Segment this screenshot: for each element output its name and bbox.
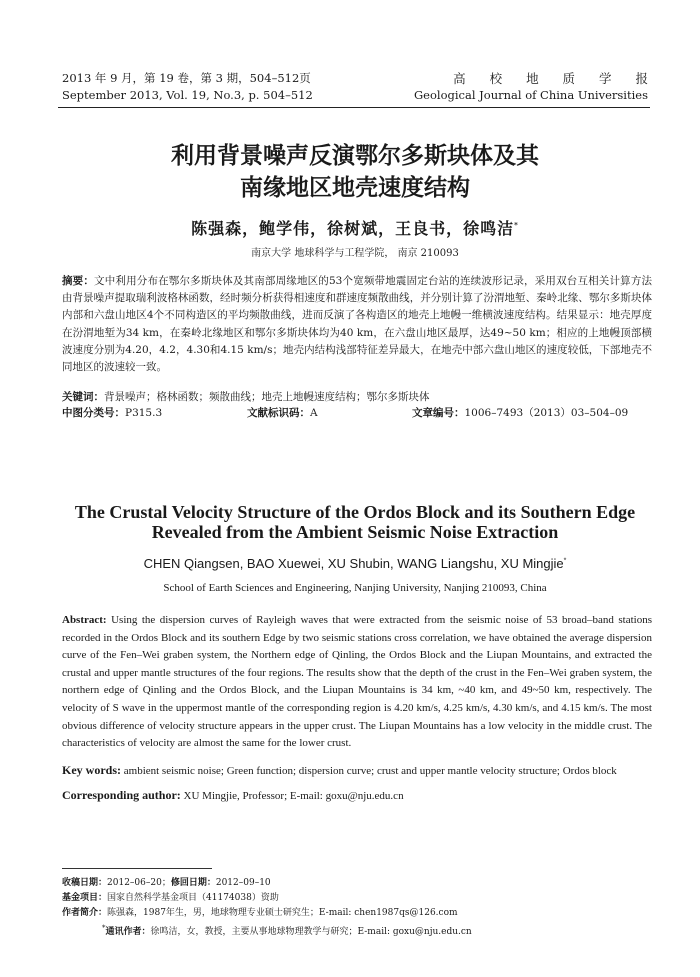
- cn-abstract-text: 文中利用分布在鄂尔多斯块体及其南部周缘地区的53个宽频带地震固定台站的连续波形记录，采用双台互相关计算方法由背景噪声提取瑞利波格林函数，经时频分析获得相速度和群速度频散曲线，并分别计算了汾渭地堑、秦岭北缘、鄂尔多斯块体内部和六盘山地区4个不同构造区的平均频散曲线，进而反演了各构造区的地壳上地幔一维横波速度结构。结果显示：地壳厚度在汾渭地堑为34 km，在秦岭北缘地区和鄂尔多斯块体均为40 km，在六盘山地区最厚，达49~50 km；相应的上地幔顶部横波速度分别为4.20，4.2，4.30和4.15 km/s；地壳内结构浅部特征差异最大，在地壳中部六盘山地区的速度较低，下部地壳不同地区的波速较一致。: [62, 275, 653, 374]
- journal-name-cn: 高 校 地 质 学 报: [453, 71, 658, 86]
- en-author-mark: *: [563, 557, 567, 565]
- fund-text: 国家自然科学基金项目（41174038）资助: [107, 893, 279, 903]
- clc-label: 中图分类号：: [62, 407, 125, 419]
- cn-authors: [60, 216, 650, 239]
- issue-info: [62, 70, 313, 104]
- en-corr-text: XU Mingjie, Professor; E-mail: goxu@nju.edu.cn: [183, 790, 404, 802]
- received-date: 2012–06–20；: [107, 878, 171, 888]
- en-abstract: [62, 612, 652, 753]
- cn-author-list: 陈强森，鲍学伟，徐树斌，王良书，徐鸣洁: [191, 219, 515, 238]
- fund-label: 基金项目：: [62, 893, 108, 903]
- clc-number: [62, 405, 162, 422]
- en-keywords: [62, 763, 652, 778]
- footnote-corresponding: [62, 921, 662, 940]
- issue-cn: 2013 年 9 月，第 19 卷，第 3 期，504–512页: [62, 71, 311, 85]
- cn-keywords: [62, 389, 652, 406]
- en-abstract-label: Abstract:: [62, 614, 107, 626]
- en-title-line2: Revealed from the Ambient Seismic Noise Extraction: [151, 522, 559, 542]
- footnote-rule: [62, 868, 212, 869]
- footnote-dates: [62, 876, 662, 891]
- en-title: [60, 502, 650, 542]
- article-label: 文章编号：: [412, 407, 465, 419]
- cn-title-line2: 南缘地区地壳速度结构: [240, 175, 470, 201]
- corr-mark: *: [102, 924, 106, 932]
- cn-abstract: [62, 273, 652, 376]
- author-bio-label: 作者简介：: [62, 908, 108, 918]
- doc-label: 文献标识码：: [247, 407, 310, 419]
- cn-affiliation: 南京大学 地球科学与工程学院， 南京 210093: [251, 248, 459, 259]
- en-keywords-text: ambient seismic noise; Green function; dispersion curve; crust and upper mantle velocity structure; Ordos block: [123, 765, 617, 777]
- corr-text: 徐鸣洁，女，教授，主要从事地球物理教学与研究；E-mail: goxu@nju.edu.cn: [150, 927, 472, 937]
- en-corresponding-author: [62, 788, 652, 803]
- footnote-fund: [62, 891, 662, 906]
- doc-code: [247, 405, 318, 422]
- cn-keywords-text: 背景噪声；格林函数；频散曲线；地壳上地幔速度结构；鄂尔多斯块体: [104, 391, 430, 403]
- en-affiliation: School of Earth Sciences and Engineering, Nanjing University, Nanjing 210093, China: [163, 582, 547, 594]
- en-author-list: CHEN Qiangsen, BAO Xuewei, XU Shubin, WANG Liangshu, XU Mingjie: [143, 556, 564, 571]
- issue-en: September 2013, Vol. 19, No.3, p. 504–512: [62, 88, 313, 102]
- cn-author-mark: *: [514, 220, 519, 230]
- header-rule: [58, 107, 650, 108]
- article-number: [412, 405, 628, 422]
- journal-name: [413, 70, 658, 104]
- cn-title-line1: 利用背景噪声反演鄂尔多斯块体及其: [171, 143, 539, 169]
- en-authors: [60, 556, 650, 571]
- article-value: 1006–7493（2013）03–504–09: [464, 407, 629, 419]
- cn-abstract-label: 摘要：: [62, 275, 95, 287]
- author-bio-text: 陈强森，1987年生，男，地球物理专业硕士研究生；E-mail: chen1987qs@126.com: [107, 908, 458, 918]
- en-title-line1: The Crustal Velocity Structure of the Ordos Block and its Southern Edge: [74, 502, 636, 522]
- en-keywords-label: Key words:: [62, 763, 121, 777]
- revised-date: 2012–09–10: [215, 878, 271, 888]
- revised-label: 修回日期：: [170, 878, 216, 888]
- en-abstract-text: Using the dispersion curves of Rayleigh waves that were extracted from the seismic noise of 53 broad–band stations recorded in the Ordos Block and its southern Edge by two seismic stations cross correlation, we have obtained the average dispersion curve of the Fen–Wei graben system, the Northern edge of Qinling, the Ordos Block and the Liupan Mountains, and extracted the crustal and upper mantle structures of the four regions. The results show that the depth of the crust in the Fen–Wei graben system, the northern edge of Qinling and the Ordos Block, and the Liupan Mountains is 34 km, ~40 km, and 49~50 km, respectively. The velocity of S wave in the uppermost mantle of the corresponding region is 4.20 km/s, 4.25 km/s, 4.30 km/s, and 4.15 km/s. The most obvious difference of velocity structure appears in the upper crust. The Liupan Mountains has a low velocity in the middle crust. The characteristics of velocity are almost the same for the lower crust.: [62, 614, 653, 750]
- footnote-author-bio: [62, 906, 662, 921]
- received-label: 收稿日期：: [62, 878, 108, 888]
- cn-keywords-label: 关键词：: [62, 391, 104, 403]
- footnotes: [62, 876, 662, 940]
- en-corr-label: Corresponding author:: [62, 788, 181, 802]
- clc-value: P315.3: [125, 407, 163, 419]
- cn-title: [60, 140, 650, 204]
- journal-name-en: Geological Journal of China Universities: [413, 88, 648, 102]
- doc-value: A: [310, 407, 318, 419]
- corr-label: 通讯作者：: [105, 927, 151, 937]
